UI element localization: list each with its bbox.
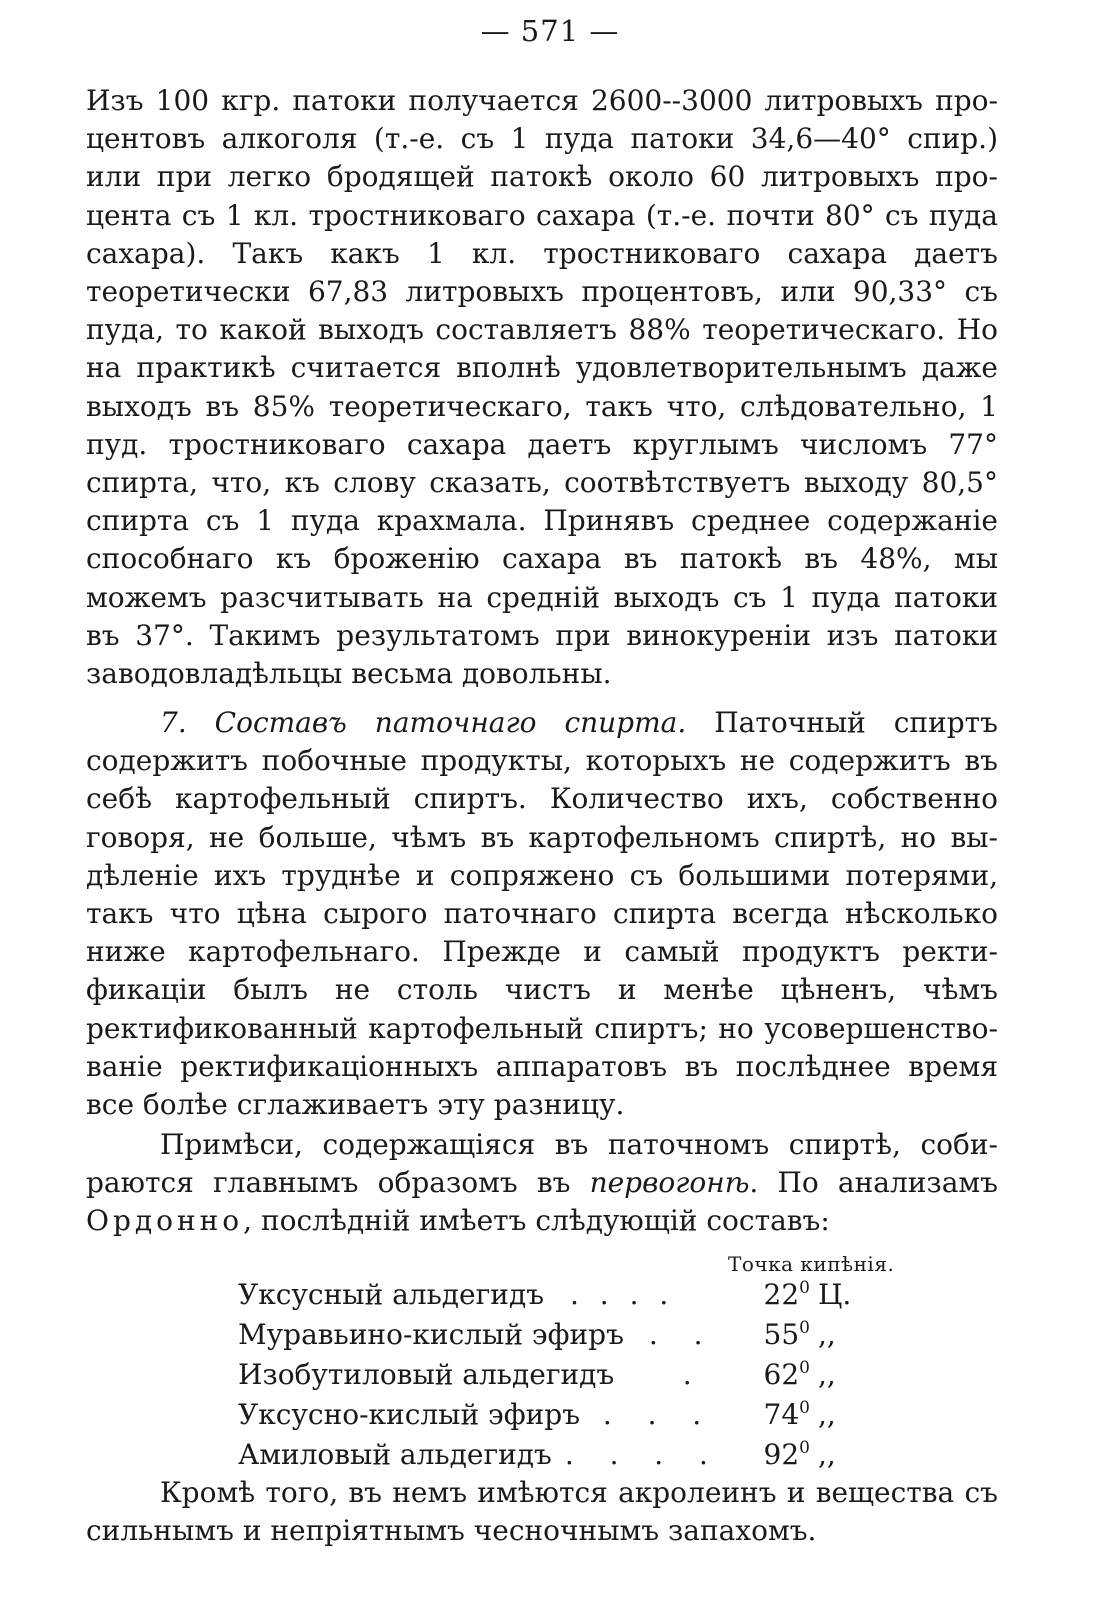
paragraph-text: Паточный спиртъ содержитъ побочные продукты, которыхъ не содержитъ въ себѣ картофельный спиртъ. Количество ихъ, собственно говоря, не больше, чѣмъ въ картофельномъ спиртѣ, но выдѣленіе ихъ труднѣе и сопряжено съ большими потерями, такъ что цѣна сырого паточнаго спирта всегда нѣсколько ниже картофельнаго. Прежде и самый продуктъ ректификаціи былъ не столь чистъ и менѣе цѣненъ, чѣмъ ректификованный картофельный спиртъ; но усовершенствованіе ректификаціонныхъ аппаратовъ въ послѣднее время все болѣе сглаживаетъ эту разницу. [86,706,998,1122]
compound-name: Амиловый альдегидъ [238,1438,552,1471]
paragraph-text: , послѣдній имѣетъ слѣдующій составъ: [243,1204,830,1238]
boiling-temp: $92^0$ [763,1438,810,1471]
paragraph-text: . По анализамъ [749,1166,998,1200]
unit: ,, [818,1318,836,1351]
boiling-temp: $22^0$ [763,1278,810,1311]
page-number: — 571 — [480,14,620,48]
paragraph-impurities [86,1126,998,1241]
section-heading: 7. Составъ паточнаго спирта. [160,706,687,739]
leader-dots: . . . [588,1398,708,1431]
compound-name: Уксусный альдегидъ [238,1278,545,1311]
table-row [238,1398,878,1438]
compound-name: Изобутиловый альдегидъ [238,1358,615,1391]
compound-name: Муравьино-кислый эфиръ [238,1318,624,1351]
unit: ,, [818,1438,836,1471]
boiling-temp: $62^0$ [763,1358,810,1391]
table-row [238,1278,878,1318]
compound-name: Уксусно-кислый эфиръ [238,1398,581,1431]
table-row [238,1318,878,1358]
table-header: Точка кипѣнія. [728,1252,895,1276]
italic-term: первогонѣ [589,1166,750,1200]
boiling-temp: $74^0$ [763,1398,810,1431]
paragraph-text: Кромѣ того, въ немъ имѣются акролеинъ и вещества съ сильнымъ и непріятнымъ чесночнымъ запахомъ. [86,1476,998,1548]
author-name: Ордонно [86,1204,244,1238]
paragraph-yield [86,82,998,693]
leader-dots: . . [634,1318,709,1351]
paragraph-composition [86,704,998,1124]
table-row [238,1438,878,1478]
unit: ,, [818,1358,836,1391]
paragraph-additional [86,1474,998,1550]
unit: ,, [818,1398,836,1431]
paragraph-text: Изъ 100 кгр. патоки получается 2600‑‑3000 литровыхъ процентовъ алкоголя (т.-е. съ 1 пуда патоки 34,6—40° спир.) или при легко бродящей патокѣ около 60 литровыхъ процента съ 1 кл. тростниковаго сахара (т.-е. почти 80° съ пуда сахара). Такъ какъ 1 кл. тростниковаго сахара даетъ теоретически 67,83 литровыхъ процентовъ, или 90,33° съ пуда, то какой выходъ составляетъ 88% теоретическаго. Но на практикѣ считается вполнѣ удовлетворительнымъ даже выходъ въ 85% теоретическаго, такъ что, слѣдовательно, 1 пуд. тростниковаго сахара даетъ круглымъ числомъ 77° спирта, что, къ слову сказать, соотвѣтствуетъ выходу 80,5° спирта съ 1 пуда крахмала. Принявъ среднее содержаніе способнаго къ броженію сахара въ патокѣ въ 48%, мы можемъ разсчитывать на средній выходъ съ 1 пуда патоки въ 37°. Такимъ результатомъ при винокуреніи изъ патоки заводовладѣльцы весьма довольны. [86,84,998,691]
leader-dots: . . . . [550,1438,714,1471]
leader-dots: . . . . [570,1278,675,1311]
table-row [238,1358,878,1398]
paragraph-text: Примѣси, содержащіяся въ паточномъ спиртѣ, собираются главнымъ образомъ въ [86,1128,998,1200]
unit: Ц. [818,1278,852,1311]
leader-dots: . [638,1358,698,1391]
boiling-temp: $55^0$ [763,1318,810,1351]
